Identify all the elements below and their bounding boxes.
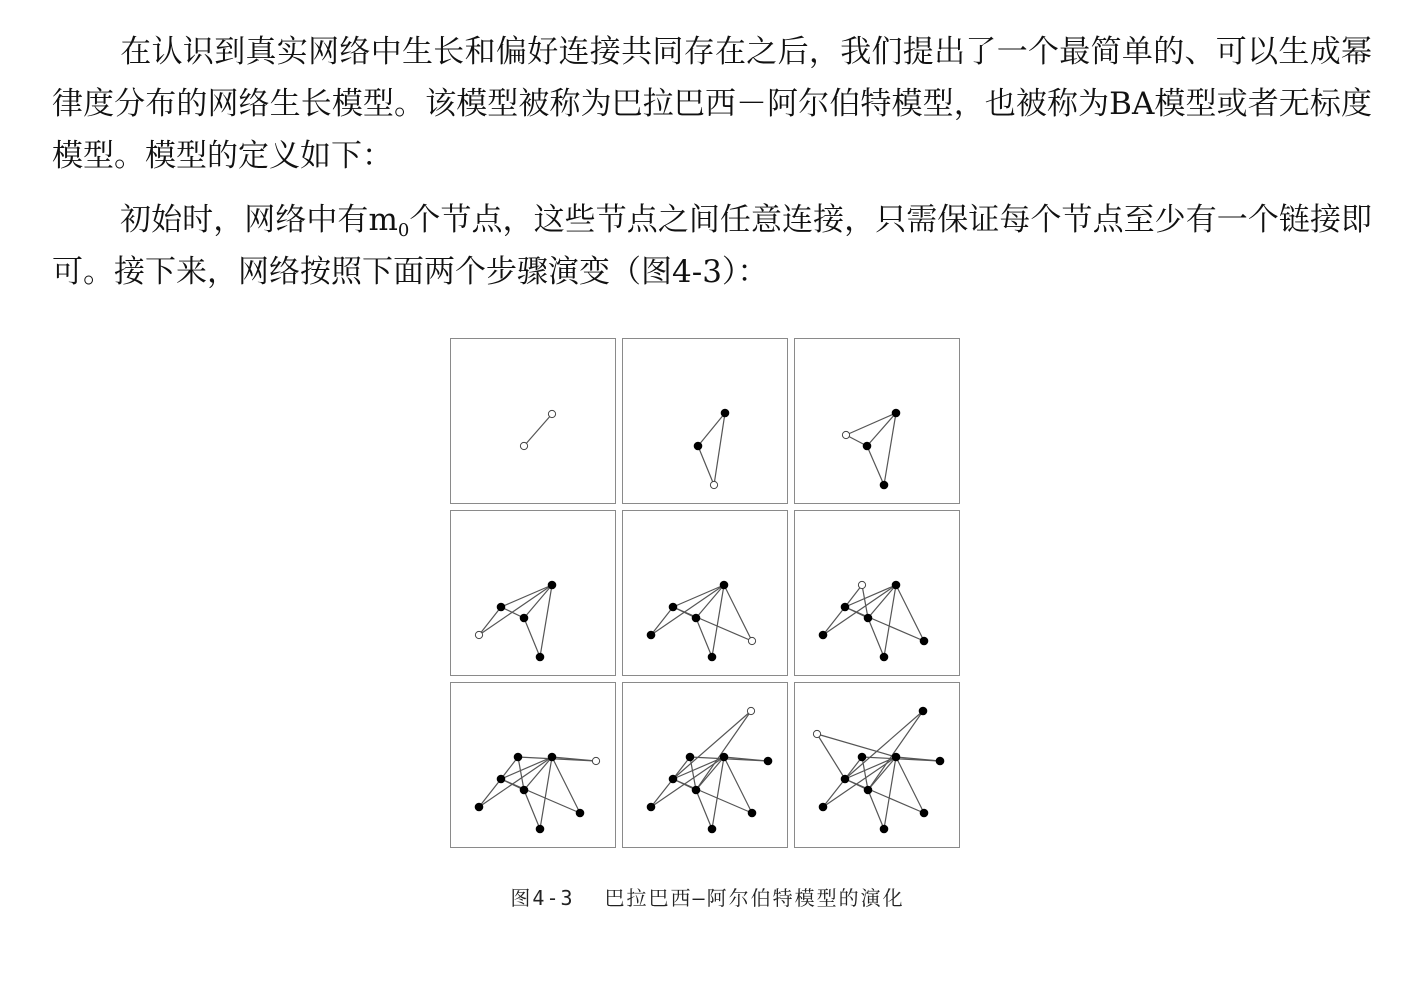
node <box>686 753 694 761</box>
network-panel-4 <box>450 510 616 676</box>
node <box>920 637 928 645</box>
edge <box>540 757 552 829</box>
node <box>819 631 827 639</box>
edge <box>673 779 752 813</box>
node <box>708 825 716 833</box>
node <box>647 803 655 811</box>
edge <box>696 618 712 657</box>
network-graph <box>451 339 617 505</box>
node <box>497 603 505 611</box>
node <box>720 753 728 761</box>
node <box>880 481 888 489</box>
node <box>708 653 716 661</box>
node <box>692 614 700 622</box>
node <box>514 753 522 761</box>
network-graph <box>795 511 961 677</box>
node <box>880 653 888 661</box>
edge <box>823 585 896 635</box>
network-graph <box>623 339 789 505</box>
edge <box>540 585 552 657</box>
node <box>692 786 700 794</box>
edge <box>501 585 552 607</box>
node <box>919 707 927 715</box>
node <box>841 603 849 611</box>
edge <box>712 757 724 829</box>
node <box>497 775 505 783</box>
network-panel-9 <box>794 682 960 848</box>
node <box>536 825 544 833</box>
network-graph <box>623 683 789 849</box>
edge <box>868 790 884 829</box>
node <box>920 809 928 817</box>
edge <box>479 585 552 635</box>
node <box>864 786 872 794</box>
paragraph-text: 在认识到真实网络中生长和偏好连接共同存在之后，我们提出了一个最简单的、可以生成幂律度分布的网络生长模型。该模型被称为巴拉巴西－阿尔伯特模型，也被称为BA模型或者无标度模型。模型的定义如下： <box>52 34 1372 174</box>
edge <box>673 711 751 779</box>
new-node <box>842 431 849 438</box>
new-node <box>858 581 865 588</box>
edge <box>724 585 752 641</box>
node <box>880 825 888 833</box>
network-panel-3 <box>794 338 960 504</box>
edge <box>479 607 501 635</box>
new-node <box>747 707 754 714</box>
edge <box>673 607 752 641</box>
network-graph <box>623 511 789 677</box>
new-node <box>548 410 555 417</box>
caption-number: 图4-3 <box>510 886 575 910</box>
node <box>721 409 729 417</box>
intro-paragraph <box>52 26 1372 182</box>
edge <box>862 585 868 618</box>
new-node <box>748 637 755 644</box>
edge <box>673 585 724 607</box>
node <box>936 757 944 765</box>
edge <box>651 607 673 635</box>
node <box>892 753 900 761</box>
new-node <box>813 730 820 737</box>
edge <box>896 585 924 641</box>
edge <box>698 446 714 485</box>
network-panel-7 <box>450 682 616 848</box>
edge <box>651 779 673 807</box>
edge <box>696 790 712 829</box>
initial-condition-paragraph <box>52 194 1372 298</box>
node <box>858 753 866 761</box>
edge <box>524 414 552 446</box>
node <box>720 581 728 589</box>
edge <box>823 779 845 807</box>
edge <box>868 618 884 657</box>
new-node <box>520 442 527 449</box>
network-panel-1 <box>450 338 616 504</box>
edge <box>846 413 896 435</box>
node <box>576 809 584 817</box>
node <box>647 631 655 639</box>
node <box>520 614 528 622</box>
edge <box>479 757 552 807</box>
edge <box>884 757 896 829</box>
node <box>863 442 871 450</box>
edge <box>524 618 540 657</box>
edge <box>867 446 884 485</box>
node <box>694 442 702 450</box>
edge <box>845 607 924 641</box>
edge <box>552 757 580 813</box>
edge <box>868 711 923 790</box>
edge <box>501 757 552 779</box>
new-node <box>475 631 482 638</box>
caption-text: 巴拉巴西—阿尔伯特模型的演化 <box>604 886 905 910</box>
node <box>536 653 544 661</box>
node <box>520 786 528 794</box>
edge <box>845 585 896 607</box>
node <box>841 775 849 783</box>
edge <box>712 585 724 657</box>
edge <box>823 607 845 635</box>
network-panel-5 <box>622 510 788 676</box>
subscript: 0 <box>397 220 410 241</box>
network-panel-8 <box>622 682 788 848</box>
edge <box>724 757 752 813</box>
edge <box>524 790 540 829</box>
edge <box>518 757 524 790</box>
network-graph <box>451 683 617 849</box>
edge <box>696 711 751 790</box>
edge <box>501 779 580 813</box>
node <box>892 409 900 417</box>
node <box>748 809 756 817</box>
network-graph <box>451 511 617 677</box>
paragraph-text-after: 个节点，这些节点之间任意连接，只需保证每个节点至少有一个链接即可。接下来，网络按照下面两个步骤演变（图4-3）： <box>52 202 1372 290</box>
paragraph-text-before: 初始时，网络中有m <box>120 202 398 238</box>
node <box>892 581 900 589</box>
edge <box>884 585 896 657</box>
network-graph <box>795 339 961 505</box>
ba-model-evolution-figure <box>450 338 964 854</box>
node <box>819 803 827 811</box>
node <box>548 753 556 761</box>
network-graph <box>795 683 961 849</box>
new-node <box>710 481 717 488</box>
figure-caption <box>0 882 1415 911</box>
edge <box>651 585 724 635</box>
node <box>864 614 872 622</box>
edge <box>896 757 924 813</box>
new-node <box>592 757 599 764</box>
node <box>669 775 677 783</box>
node <box>669 603 677 611</box>
edge <box>479 779 501 807</box>
network-panel-2 <box>622 338 788 504</box>
network-panel-6 <box>794 510 960 676</box>
node <box>475 803 483 811</box>
node <box>764 757 772 765</box>
edge <box>845 779 924 813</box>
node <box>548 581 556 589</box>
